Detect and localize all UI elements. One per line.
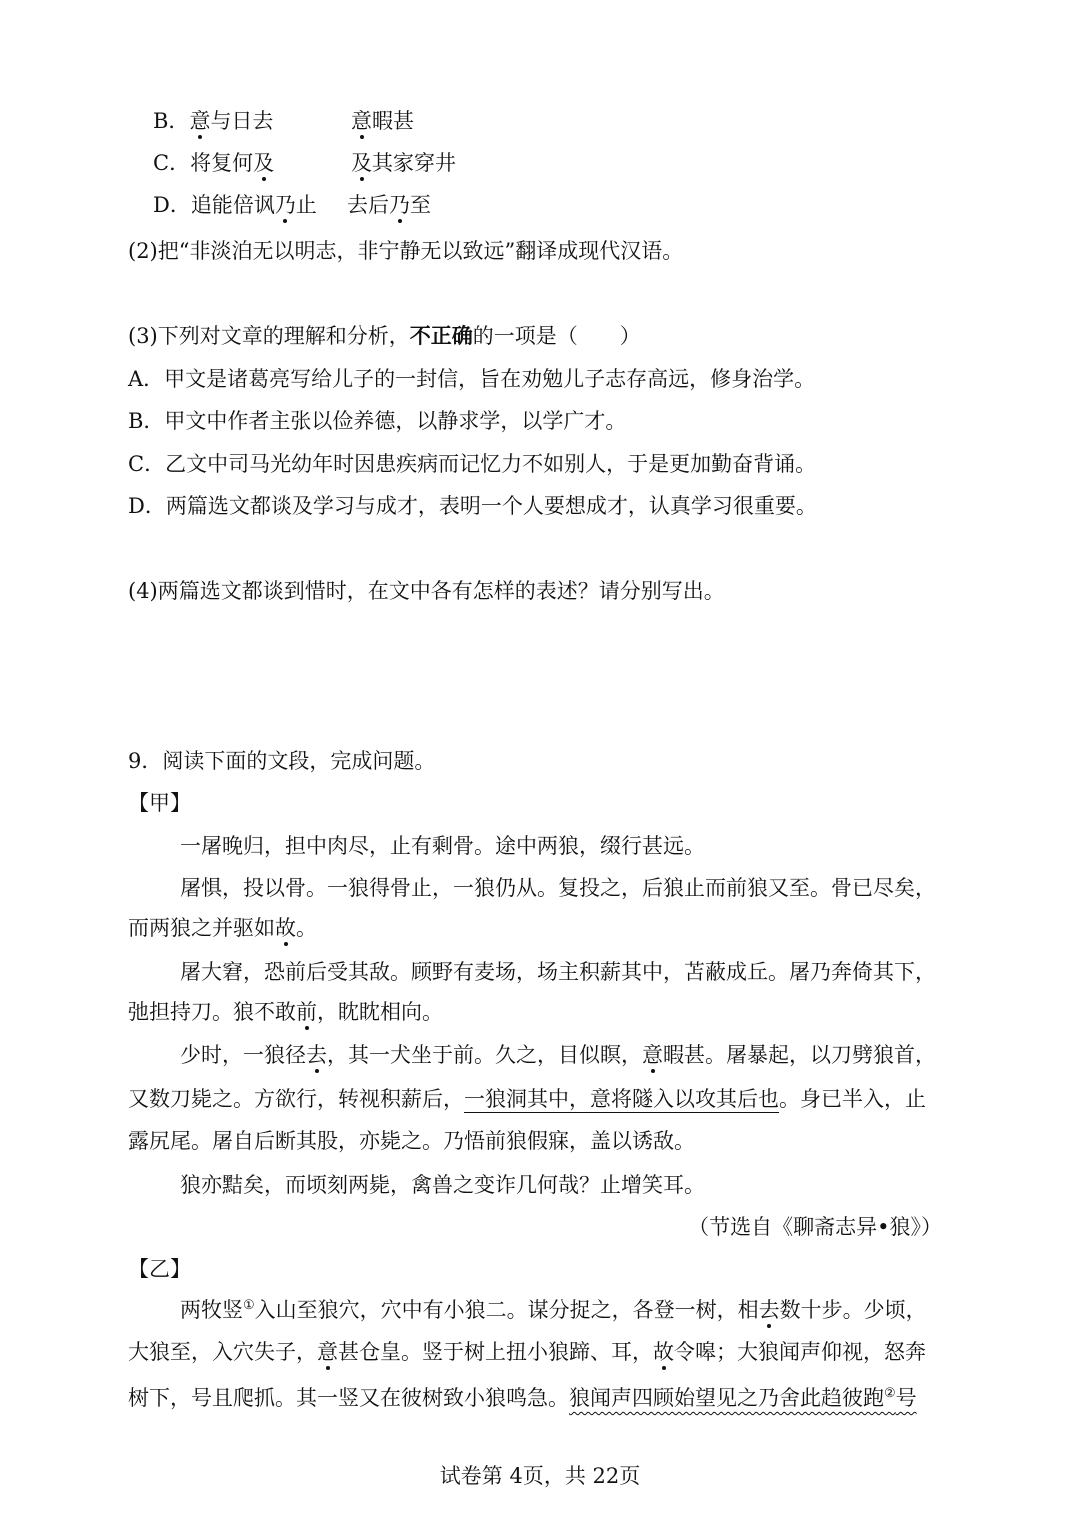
subquestion-3: (3)下列对文章的理解和分析，不正确的一项是（ ） <box>128 323 641 348</box>
question-9-title: 9．阅读下面的文段，完成问题。 <box>128 749 436 773</box>
passage-line: 露尻尾。屠自后断其股，亦毙之。乃悟前狼假寐，盖以诱敌。 <box>128 1129 695 1153</box>
emphasis-text: 不正确 <box>409 323 473 348</box>
subquestion-3-option-a: A．甲文是诸葛亮写给儿子的一封信，旨在劝勉儿子志存高远，修身治学。 <box>128 367 816 391</box>
subquestion-3-option-b: B．甲文中作者主张以俭养德，以静求学，以学广才。 <box>128 409 627 433</box>
passage-jia-label: 【甲】 <box>128 791 191 815</box>
option-c-line: C．将复何及 <box>153 151 275 175</box>
passage-line: 少时，一狼径去，其一犬坐于前。久之，目似瞑，意暇甚。屠暴起，以刀劈狼首， <box>180 1043 936 1067</box>
subquestion-3-option-d: D．两篇选文都谈及学习与成才，表明一个人要想成才，认真学习很重要。 <box>128 494 817 518</box>
wavy-underlined-sentence: 狼闻声四顾始望见之乃舍此趋彼跑②号 <box>569 1386 917 1410</box>
footnote-marker: ② <box>884 1386 896 1401</box>
option-d-second: 去后乃至 <box>347 193 431 217</box>
dotted-char: 及 <box>253 151 275 175</box>
dotted-char: 及 <box>351 151 372 175</box>
dotted-char: 意 <box>642 1043 663 1067</box>
subquestion-4: (4)两篇选文都谈到惜时，在文中各有怎样的表述？请分别写出。 <box>128 579 725 603</box>
dotted-char: 故 <box>275 916 296 940</box>
dotted-char: 乃 <box>274 193 296 217</box>
subquestion-2: (2)把“非淡泊无以明志，非宁静无以致远”翻译成现代汉语。 <box>128 239 684 263</box>
subquestion-3-option-c: C．乙文中司马光幼年时因患疾病而记忆力不如别人，于是更加勤奋背诵。 <box>128 452 817 476</box>
dotted-char: 意 <box>317 1340 338 1364</box>
passage-line: 屠惧，投以骨。一狼得骨止，一狼仍从。复投之，后狼止而前狼又至。骨已尽矣， <box>180 876 936 900</box>
dotted-char: 意 <box>351 109 372 133</box>
passage-line: 弛担持刀。狼不敢前，眈眈相向。 <box>128 1000 443 1024</box>
option-d-line: D．追能倍讽乃止 <box>153 193 317 217</box>
passage-line: 狼亦黠矣，而顷刻两毙，禽兽之变诈几何哉？止增笑耳。 <box>180 1173 705 1197</box>
passage-source: （节选自《聊斋志异•狼》） <box>688 1215 942 1239</box>
passage-line: 两牧竖①入山至狼穴，穴中有小狼二。谋分捉之，各登一树，相去数十步。少顷， <box>180 1298 927 1322</box>
option-c-second: 及其家穿井 <box>351 151 456 175</box>
footnote-marker: ① <box>243 1298 255 1313</box>
passage-line: 大狼至，入穴失子，意甚仓皇。竖于树上扭小狼蹄、耳，故令嗥；大狼闻声仰视，怒奔 <box>128 1340 926 1364</box>
passage-yi-label: 【乙】 <box>128 1257 191 1281</box>
underlined-sentence: 一狼洞其中，意将隧入以攻其后也 <box>464 1087 779 1111</box>
dotted-char: 乃 <box>389 193 410 217</box>
dotted-char: 去 <box>306 1043 327 1067</box>
passage-line: 一屠晚归，担中肉尽，止有剩骨。途中两狼，缀行甚远。 <box>180 834 705 858</box>
page-footer: 试卷第 4页，共 22页 <box>439 1464 641 1488</box>
dotted-char: 去 <box>758 1298 780 1322</box>
option-b-second: 意暇甚 <box>351 109 414 133</box>
dotted-char: 意 <box>189 109 211 133</box>
dotted-char: 故 <box>653 1340 674 1364</box>
passage-line: 树下，号且爬抓。其一竖又在彼树致小狼鸣急。狼闻声四顾始望见之乃舍此趋彼跑②号 <box>128 1386 917 1410</box>
dotted-char: 前 <box>296 1000 317 1024</box>
passage-line: 又数刀毙之。方欲行，转视积薪后，一狼洞其中，意将隧入以攻其后也。身已半入，止 <box>128 1087 926 1111</box>
option-b-line: B．意与日去 <box>153 109 274 133</box>
passage-line: 而两狼之并驱如故。 <box>128 916 317 940</box>
passage-line: 屠大窘，恐前后受其敌。顾野有麦场，场主积薪其中，苫蔽成丘。屠乃奔倚其下， <box>180 960 936 984</box>
